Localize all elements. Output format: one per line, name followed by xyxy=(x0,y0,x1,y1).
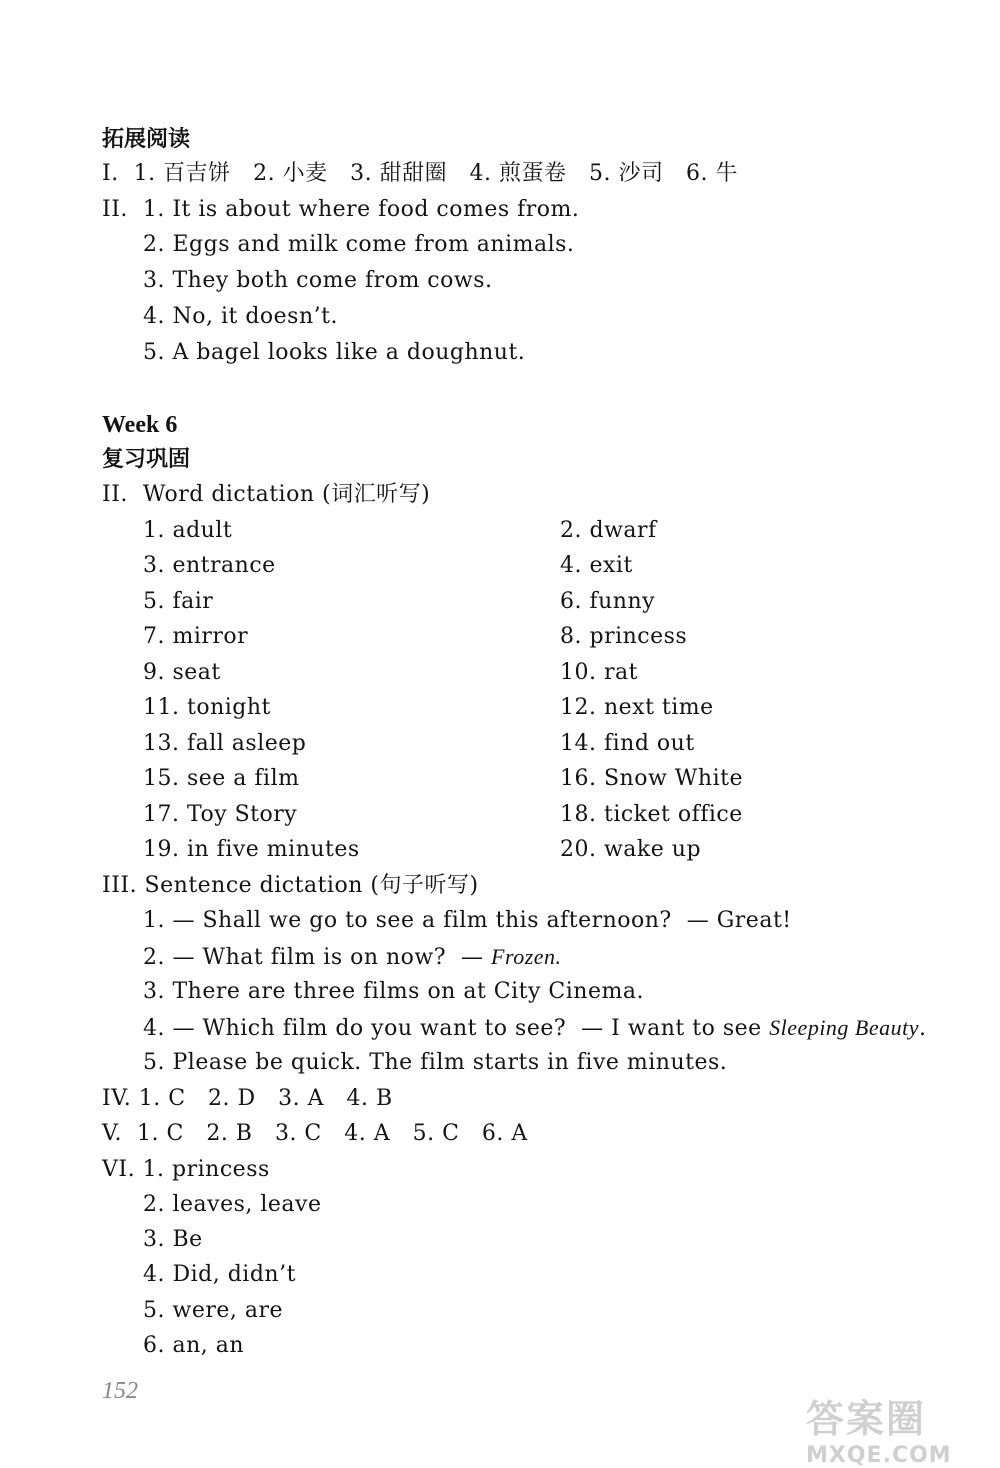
word-item: 5. fair xyxy=(143,589,214,614)
section-heading-review: 复习巩固 xyxy=(102,447,191,472)
answer-line-II-1: II. 1. It is about where food comes from. xyxy=(102,197,580,222)
word-item: 11. tonight xyxy=(143,695,271,720)
answer-line-V: V. 1. C 2. B 3. C 4. A 5. C 6. A xyxy=(102,1121,528,1146)
watermark-line2: MXQE.COM xyxy=(806,1443,952,1468)
word-item: 4. exit xyxy=(560,553,633,578)
sentence-4-italic-title: Sleeping Beauty xyxy=(769,1015,920,1040)
answer-line-VI-4: 4. Did, didn’t xyxy=(143,1262,296,1287)
word-item: 7. mirror xyxy=(143,624,249,649)
word-item: 10. rat xyxy=(560,660,638,685)
sentence-4-period: . xyxy=(919,1016,927,1041)
answer-line-IV: IV. 1. C 2. D 3. A 4. B xyxy=(102,1086,393,1111)
answer-line-II-5: 5. A bagel looks like a doughnut. xyxy=(143,340,526,365)
sentence-3: 3. There are three films on at City Cinema. xyxy=(143,979,644,1004)
sentence-1: 1. — Shall we go to see a film this afternoon? — Great! xyxy=(143,908,792,933)
sentence-4-text: 4. — Which film do you want to see? — I want to see xyxy=(143,1016,770,1041)
word-item: 2. dwarf xyxy=(560,518,657,543)
answer-line-VI-2: 2. leaves, leave xyxy=(143,1192,322,1217)
word-item: 19. in five minutes xyxy=(143,837,360,862)
answer-line-VI-6: 6. an, an xyxy=(143,1333,245,1358)
word-item: 6. funny xyxy=(560,589,656,614)
week-title: Week 6 xyxy=(102,412,178,438)
word-item: 8. princess xyxy=(560,624,688,649)
word-dictation-title: II. Word dictation (词汇听写) xyxy=(102,482,431,507)
sentence-2-text: 2. — What film is on now? — xyxy=(143,945,492,970)
answer-line-II-3: 3. They both come from cows. xyxy=(143,268,493,293)
word-item: 17. Toy Story xyxy=(143,802,298,827)
answer-line-VI-1: VI. 1. princess xyxy=(102,1157,270,1182)
answer-line-II-2: 2. Eggs and milk come from animals. xyxy=(143,232,575,257)
section-heading-extended-reading: 拓展阅读 xyxy=(102,127,191,152)
word-item: 16. Snow White xyxy=(560,766,743,791)
watermark-line1: 答案圈 xyxy=(806,1397,927,1441)
sentence-5: 5. Please be quick. The film starts in five minutes. xyxy=(143,1050,728,1075)
word-item: 9. seat xyxy=(143,660,221,685)
word-item: 12. next time xyxy=(560,695,714,720)
sentence-dictation-title: III. Sentence dictation (句子听写) xyxy=(102,873,479,898)
sentence-2 xyxy=(143,943,562,972)
watermark-logo xyxy=(806,1388,986,1468)
word-item: 15. see a film xyxy=(143,766,300,791)
answer-line-I: I. 1. 百吉饼 2. 小麦 3. 甜甜圈 4. 煎蛋卷 5. 沙司 6. 牛 xyxy=(102,161,738,186)
word-item: 1. adult xyxy=(143,518,233,543)
word-item: 13. fall asleep xyxy=(143,731,307,756)
word-item: 20. wake up xyxy=(560,837,702,862)
answer-line-VI-3: 3. Be xyxy=(143,1227,203,1252)
answer-line-II-4: 4. No, it doesn’t. xyxy=(143,304,338,329)
answer-line-VI-5: 5. were, are xyxy=(143,1298,284,1323)
sentence-2-italic-title: Frozen. xyxy=(491,944,562,969)
word-item: 18. ticket office xyxy=(560,802,743,827)
word-item: 3. entrance xyxy=(143,553,276,578)
page-number: 152 xyxy=(102,1378,138,1404)
sentence-4 xyxy=(143,1014,927,1043)
word-item: 14. find out xyxy=(560,731,695,756)
